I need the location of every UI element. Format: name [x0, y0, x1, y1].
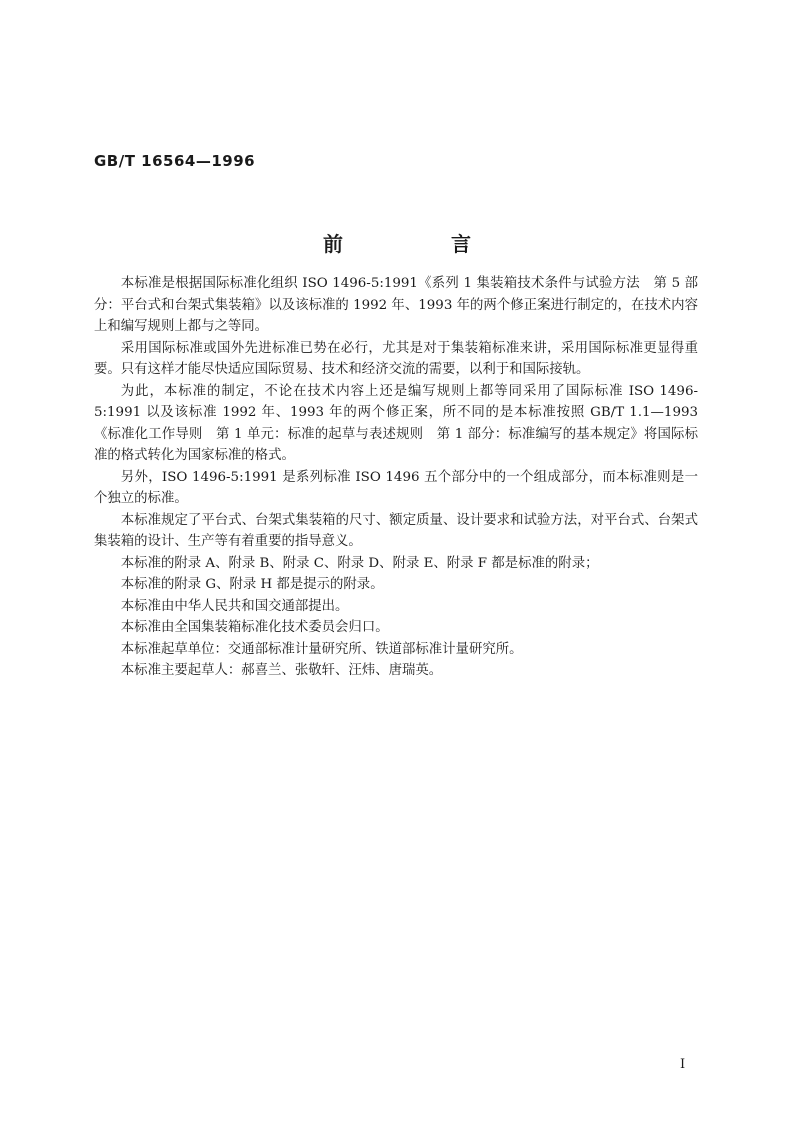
- page-title: 前 言: [323, 232, 515, 256]
- foreword-body: [94, 273, 698, 682]
- paragraph-2: 采用国际标准或国外先进标准已势在必行，尤其是对于集装箱标准来讲，采用国际标准更显得重要。只有这样才能尽快适应国际贸易、技术和经济交流的需要，以利于和国际接轨。: [94, 340, 698, 377]
- paragraph-8: 本标准由中华人民共和国交通部提出。: [120, 598, 349, 614]
- paragraph-3: 为此，本标准的制定，不论在技术内容上还是编写规则上都等同采用了国际标准 ISO 1496-5:1991 以及该标准 1992 年、1993 年的两个修正案，所不同的是本标准按照 GB/T 1.1—1993《标准化工作导则 第 1 单元：标准的起草与表述规则 第 1 部分：标准编写的基本规定》将国际标准的格式转化为国家标准的格式。: [94, 383, 698, 463]
- paragraph-7: 本标准的附录 G、附录 H 都是提示的附录。: [120, 577, 384, 592]
- paragraph-9: 本标准由全国集装箱标准化技术委员会归口。: [120, 620, 389, 635]
- paragraph-11: 本标准主要起草人：郝喜兰、张敬轩、汪炜、唐瑞英。: [120, 663, 443, 678]
- paragraph-6: 本标准的附录 A、附录 B、附录 C、附录 D、附录 E、附录 F 都是标准的附录；: [120, 555, 599, 571]
- paragraph-10: 本标准起草单位：交通部标准计量研究所、铁道部标准计量研究所。: [120, 641, 523, 657]
- paragraph-5: 本标准规定了平台式、台架式集装箱的尺寸、额定质量、设计要求和试验方法，对平台式、台架式集装箱的设计、生产等有着重要的指导意义。: [94, 512, 698, 549]
- paragraph-1: 本标准是根据国际标准化组织 ISO 1496-5:1991《系列 1 集装箱技术条件与试验方法 第 5 部分：平台式和台架式集装箱》以及该标准的 1992 年、1993 年的两个修正案进行制定的，在技术内容上和编写规则上都与之等同。: [94, 276, 698, 334]
- page-number: I: [680, 1057, 686, 1072]
- standard-code: GB/T 16564—1996: [94, 152, 256, 170]
- paragraph-4: 另外，ISO 1496-5:1991 是系列标准 ISO 1496 五个部分中的一个组成部分，而本标准则是一个独立的标准。: [94, 469, 698, 506]
